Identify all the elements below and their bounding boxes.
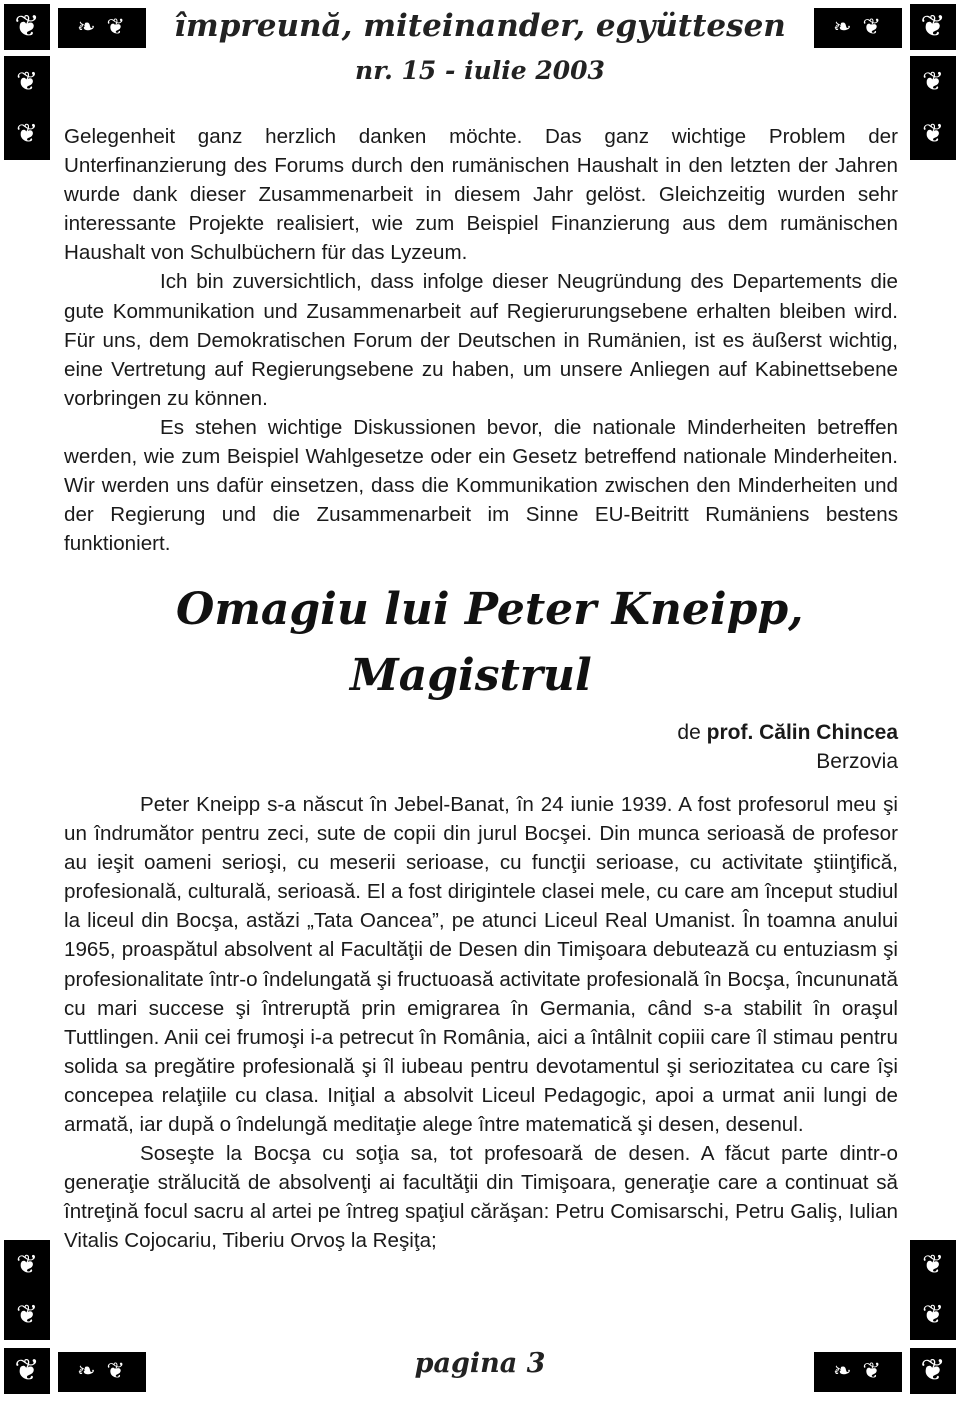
corner-ornament-top-right: ❦ (910, 4, 956, 50)
scroll-ornament-icon: ❦ (922, 1250, 944, 1280)
scroll-ornament-icon: ❦ (922, 67, 944, 97)
article-title-line-1: Omagiu lui Peter Kneipp, (176, 584, 804, 635)
byline-author: Călin Chincea (759, 721, 898, 744)
ornament-strip-left-top (4, 56, 50, 160)
ornament-bar-top-left: ❧ ❦ (58, 8, 146, 48)
scroll-ornament-icon: ❦ (16, 1250, 38, 1280)
corner-ornament-top-left: ❦ (4, 4, 50, 50)
scroll-ornament-icon: ❦ (16, 1300, 38, 1330)
ornament-bar-bottom-left: ❧ ❦ (58, 1352, 146, 1392)
ornament-bar-bottom-right: ❧ ❦ (814, 1352, 902, 1392)
scroll-ornament-icon: ❦ (922, 1300, 944, 1330)
corner-ornament-bottom-right: ❦ (910, 1348, 956, 1394)
byline-title: prof. (706, 721, 754, 744)
paragraph: Soseşte la Bocşa cu soţia sa, tot profesoară de desen. A făcut parte dintr-o generaţie strălucită de absolvenţi ai facultăţii din Timişoara, generaţie care a continuat să întreţină focul sacru al artei pe întreg spaţiul cărăşan: Petru Comisarschi, Petru Galiş, Iulian Vitalis Cojocariu, Tiberiu Orvoş la Reşiţa; (64, 1142, 898, 1253)
byline-place: Berzovia (816, 750, 898, 773)
page-number: pagina 3 (414, 1348, 546, 1379)
article-body (64, 790, 898, 1256)
ornament-strip-left-bottom (4, 1240, 50, 1340)
article-title-line-2: Magistrul (350, 650, 592, 701)
paragraph: Ich bin zuversichtlich, dass infolge dieser Neugründung des Departements die gute Kommunikation und Zusammenarbeit auf Regierurungsebene erhalten bleiben wird. Für uns, dem Demokratischen Forum der Deutschen in Rumänien, ist es äußerst wichtig, eine Vertretung auf Regierungsebene zu haben, um unsere Anliegen auf Kabinettsebene vorbringen zu können. (64, 270, 898, 410)
publication-title: împreună, miteinander, együttesen (174, 8, 786, 44)
scroll-ornament-icon: ❦ (16, 67, 38, 97)
corner-ornament-bottom-left: ❦ (4, 1348, 50, 1394)
byline-prefix: de (677, 721, 701, 744)
paragraph: Gelegenheit ganz herzlich danken möchte. Das ganz wichtige Problem der Unterfinanzierung des Forums durch den rumänischen Haushalt in den letzten der Jahren wurde dank dieser Zusammenarbeit in diesem Jahr gelöst. Gleichzeitig wurden sehr interessante Projekte realisiert, wie zum Beispiel Finanzierung aus dem rumänischen Haushalt von Schulbüchern für das Lyzeum. (64, 125, 898, 265)
ornament-strip-right-bottom (910, 1240, 956, 1340)
paragraph: Peter Kneipp s-a născut în Jebel-Banat, în 24 iunie 1939. A fost profesorul meu şi un îndrumător pentru zeci, sute de copii din jurul Bocşei. Din munca serioasă de profesor au ieşit oameni serioşi, cu meserii serioase, cu funcţii serioase, cu activitate ştiinţifică, profesională, culturală, serioasă. El a fost dirigintele clasei mele, cu care am început studiul la liceul din Bocşa, astăzi „Tata Oancea”, pe atunci Liceul Real Umanist. În toamna anului 1965, proaspătul absolvent al Facultăţii de Desen din Timişoara debutează cu entuziasm şi profesionalitate într-o îndelungată şi fructuoasă activitate profesională în Bocşa, încununată cu mari succese şi întreruptă prin emigrarea în Germania, când s-a stabilit în oraşul Tuttlingen. Anii cei frumoşi i-a petrecut în România, aici a întâlnit copiii care îl stimau pentru solida sa pregătire profesională şi îl iubeau pentru devotamentul şi seriozitatea cu care îşi concepea relaţiile cu clasa. Iniţial a absolvit Liceul Pedagogic, apoi a urmat anii lungi de armată, iar după o îndelungă meditaţie alege între matematică şi desen, desenul. (64, 793, 898, 1137)
top-section-text (64, 122, 898, 558)
scroll-ornament-icon: ❦ (16, 119, 38, 149)
scroll-ornament-icon: ❦ (922, 119, 944, 149)
ornament-strip-right-top (910, 56, 956, 160)
article-byline (677, 718, 898, 776)
ornament-bar-top-right: ❧ ❦ (814, 8, 902, 48)
byline-author-line (677, 718, 898, 747)
issue-number: nr. 15 - iulie 2003 (355, 56, 605, 85)
paragraph: Es stehen wichtige Diskussionen bevor, die nationale Minderheiten betreffen werden, wie zum Beispiel Wahlgesetze oder ein Gesetz betreffend nationale Minderheiten. Wir werden uns dafür einsetzen, dass die Kommunikation zwischen den Minderheiten und der Regierung und die Zusammenarbeit im Sinne EU-Beitritt Rumäniens bestens funktioniert. (64, 415, 898, 556)
